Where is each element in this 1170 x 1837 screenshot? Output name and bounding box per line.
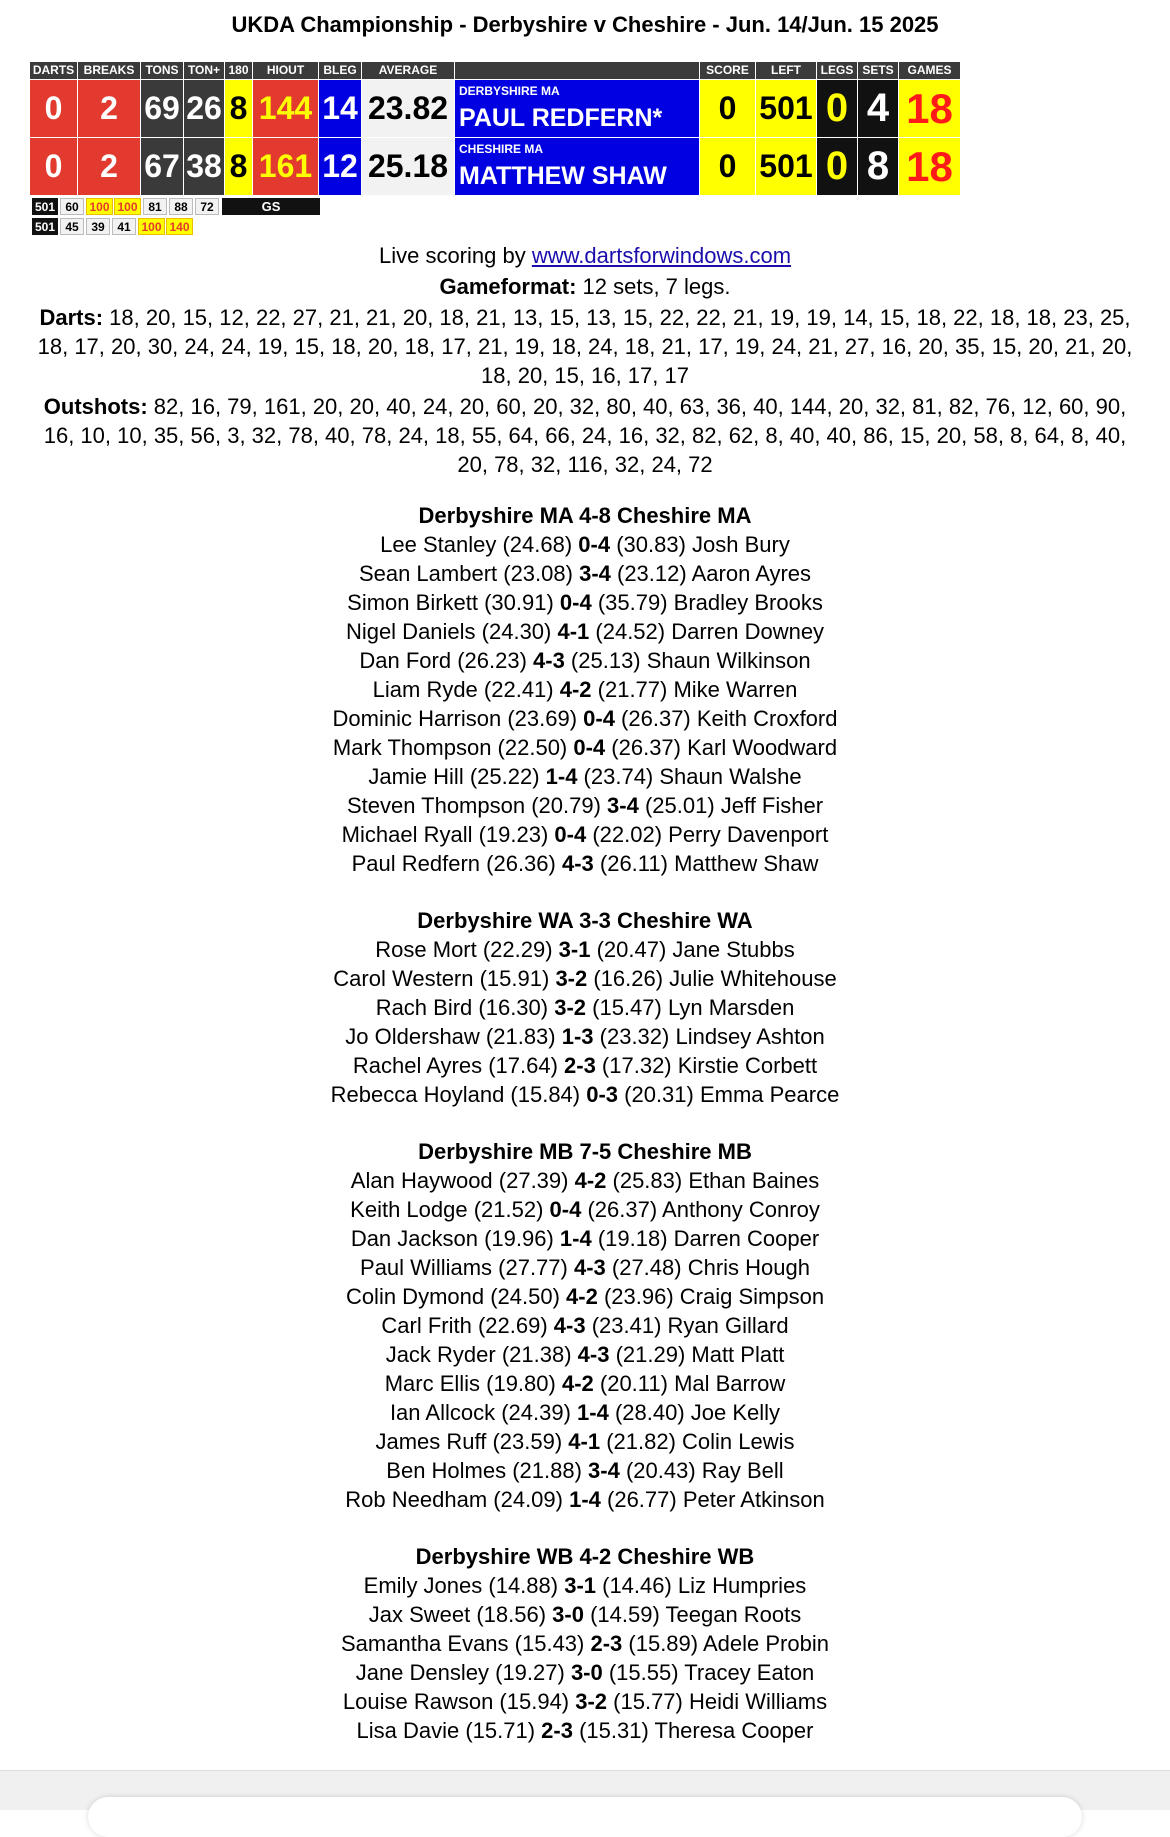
match-score: 1-4 <box>569 1487 601 1512</box>
match-row <box>0 762 1170 791</box>
match-home: Ben Holmes (21.88) <box>386 1458 589 1483</box>
match-row <box>0 1456 1170 1485</box>
outshots-line <box>30 392 1140 479</box>
outshots-value: 82, 16, 79, 161, 20, 20, 40, 24, 20, 60, 20, 32, 80, 40, 63, 36, 40, 144, 20, 32, 81, 82, 76, 12, 60, 90, 16, 10, 10, 35, 56, 3, 32, 78, 40, 78, 24, 18, 55, 64, 66, 24, 16, 32, 82, 62, 8, 40, 40, 86, 15, 20, 58, 8, 64, 8, 40, 20, 78, 32, 116, 32, 24, 72 <box>43 394 1127 477</box>
p2-player-box <box>455 138 699 195</box>
match-row <box>0 646 1170 675</box>
live-scoring-line <box>0 241 1170 270</box>
p1-games: 18 <box>899 80 960 137</box>
gameformat-label: Gameformat: <box>439 274 577 299</box>
match-away: (30.83) Josh Bury <box>610 532 790 557</box>
p1-team: DERBYSHIRE MA <box>459 84 560 98</box>
p2-sets: 8 <box>858 138 898 195</box>
match-score: 4-1 <box>568 1429 601 1454</box>
match-score: 1-3 <box>561 1024 594 1049</box>
p1-180: 8 <box>225 80 252 137</box>
match-home: Louise Rawson (15.94) <box>342 1689 576 1714</box>
match-row <box>0 1340 1170 1369</box>
match-row <box>0 1427 1170 1456</box>
results-section <box>0 1542 1170 1745</box>
p2-hiout: 161 <box>253 138 318 195</box>
match-home: Steven Thompson (20.79) <box>346 793 608 818</box>
match-score: 3-2 <box>555 966 588 991</box>
match-home: Keith Lodge (21.52) <box>350 1197 550 1222</box>
match-row <box>0 733 1170 762</box>
match-away: (14.59) Teegan Roots <box>583 1602 802 1627</box>
match-score: 0-4 <box>573 735 606 760</box>
gameformat-line <box>0 272 1170 301</box>
match-score: 4-3 <box>577 1342 610 1367</box>
match-home: Michael Ryall (19.23) <box>341 822 555 847</box>
history-tag-gs: GS <box>222 198 320 215</box>
match-home: Nigel Daniels (24.30) <box>345 619 558 644</box>
p2-score: 0 <box>700 138 755 195</box>
match-away: (20.47) Jane Stubbs <box>590 937 795 962</box>
page-title: UKDA Championship - Derbyshire v Cheshire - Jun. 14/Jun. 15 2025 <box>231 12 939 37</box>
match-score: 4-3 <box>561 851 594 876</box>
history-throw: 100 <box>138 218 165 235</box>
p1-left: 501 <box>756 80 816 137</box>
p1-bleg: 14 <box>319 80 361 137</box>
match-away: (20.11) Mal Barrow <box>593 1371 786 1396</box>
match-row <box>0 993 1170 1022</box>
match-away: (24.52) Darren Downey <box>589 619 825 644</box>
history-start: 501 <box>32 198 58 215</box>
match-score: 0-4 <box>549 1197 582 1222</box>
p2-tons: 67 <box>141 138 183 195</box>
p1-name: PAUL REDFERN* <box>459 104 663 132</box>
match-home: Ian Allcock (24.39) <box>389 1400 578 1425</box>
history-throw: 41 <box>112 218 136 235</box>
match-score: 3-4 <box>579 561 611 586</box>
match-home: Emily Jones (14.88) <box>363 1573 565 1598</box>
p2-team: CHESHIRE MA <box>459 142 544 156</box>
match-score: 4-2 <box>561 1371 594 1396</box>
match-away: (19.18) Darren Cooper <box>591 1226 820 1251</box>
history-throw: 140 <box>166 218 193 235</box>
match-home: Rebecca Hoyland (15.84) <box>330 1082 587 1107</box>
match-score: 4-2 <box>566 1284 598 1309</box>
match-away: (21.77) Mike Warren <box>591 677 798 702</box>
throw-history-row-2 <box>32 218 332 235</box>
p1-average: 23.82 <box>362 80 454 137</box>
p2-name: MATTHEW SHAW <box>459 162 667 190</box>
match-row <box>0 1166 1170 1195</box>
match-home: Jo Oldershaw (21.83) <box>345 1024 562 1049</box>
header-breaks: BREAKS <box>78 62 140 79</box>
history-throw: 100 <box>86 198 113 215</box>
match-home: Alan Haywood (27.39) <box>350 1168 575 1193</box>
match-away: (22.02) Perry Davenport <box>586 822 829 847</box>
darts-line <box>30 303 1140 390</box>
header-bleg: BLEG <box>319 62 361 79</box>
match-row <box>0 617 1170 646</box>
match-away: (35.79) Bradley Brooks <box>591 590 823 615</box>
match-away: (26.37) Keith Croxford <box>614 706 838 731</box>
throw-history-row-1 <box>32 198 332 215</box>
header-tonplus: TON+ <box>184 62 224 79</box>
history-throw: 81 <box>143 198 167 215</box>
match-home: Paul Williams (27.77) <box>360 1255 574 1280</box>
header-games: GAMES <box>899 62 960 79</box>
match-home: Carl Frith (22.69) <box>381 1313 554 1338</box>
match-row <box>0 964 1170 993</box>
p2-180: 8 <box>225 138 252 195</box>
match-home: Rob Needham (24.09) <box>345 1487 570 1512</box>
results-section <box>0 906 1170 1109</box>
p2-tonplus: 38 <box>184 138 224 195</box>
match-home: James Ruff (23.59) <box>375 1429 569 1454</box>
match-score: 3-2 <box>554 995 587 1020</box>
match-away: (23.74) Shaun Walshe <box>577 764 802 789</box>
match-score: 0-4 <box>554 822 587 847</box>
match-row <box>0 1051 1170 1080</box>
match-home: Dominic Harrison (23.69) <box>332 706 584 731</box>
match-away: (23.32) Lindsey Ashton <box>593 1024 825 1049</box>
match-row <box>0 530 1170 559</box>
match-away: (17.32) Kirstie Corbett <box>595 1053 818 1078</box>
match-away: (23.12) Aaron Ayres <box>610 561 812 586</box>
match-score: 0-4 <box>583 706 615 731</box>
match-score: 3-0 <box>552 1602 584 1627</box>
match-row <box>0 1658 1170 1687</box>
p1-hiout: 144 <box>253 80 318 137</box>
header-legs: LEGS <box>817 62 857 79</box>
address-bar[interactable] <box>88 1797 1082 1837</box>
match-away: (15.47) Lyn Marsden <box>586 995 795 1020</box>
match-away: (23.41) Ryan Gillard <box>585 1313 789 1338</box>
match-away: (15.55) Tracey Eaton <box>602 1660 815 1685</box>
section-heading: Derbyshire MA 4-8 Cheshire MA <box>418 503 752 528</box>
header-darts: DARTS <box>30 62 77 79</box>
match-home: Liam Ryde (22.41) <box>372 677 560 702</box>
match-row <box>0 1629 1170 1658</box>
match-away: (26.37) Karl Woodward <box>605 735 838 760</box>
match-score: 0-3 <box>586 1082 619 1107</box>
match-away: (14.46) Liz Humpries <box>596 1573 807 1598</box>
p1-darts: 0 <box>30 80 77 137</box>
header-tons: TONS <box>141 62 183 79</box>
live-scoring-link[interactable]: www.dartsforwindows.com <box>531 243 792 268</box>
p2-legs: 0 <box>817 138 857 195</box>
match-score: 0-4 <box>559 590 592 615</box>
history-throw: 100 <box>114 198 141 215</box>
header-sets: SETS <box>858 62 898 79</box>
match-score: 3-4 <box>588 1458 620 1483</box>
history-throw: 45 <box>60 218 84 235</box>
match-home: Dan Jackson (19.96) <box>350 1226 560 1251</box>
match-score: 3-0 <box>570 1660 603 1685</box>
p2-darts: 0 <box>30 138 77 195</box>
match-home: Rachel Ayres (17.64) <box>352 1053 565 1078</box>
match-row <box>0 1716 1170 1745</box>
match-away: (26.77) Peter Atkinson <box>600 1487 825 1512</box>
match-row <box>0 675 1170 704</box>
match-row <box>0 588 1170 617</box>
p2-breaks: 2 <box>78 138 140 195</box>
match-row <box>0 1282 1170 1311</box>
match-home: Mark Thompson (22.50) <box>332 735 574 760</box>
p1-score: 0 <box>700 80 755 137</box>
section-heading: Derbyshire WA 3-3 Cheshire WA <box>417 908 753 933</box>
p1-sets: 4 <box>858 80 898 137</box>
match-away: (25.13) Shaun Wilkinson <box>564 648 811 673</box>
match-away: (15.77) Heidi Williams <box>607 1689 828 1714</box>
p2-left: 501 <box>756 138 816 195</box>
match-row <box>0 1485 1170 1514</box>
header-score: SCORE <box>700 62 755 79</box>
match-score: 4-3 <box>533 648 565 673</box>
match-home: Dan Ford (26.23) <box>359 648 534 673</box>
match-score: 4-1 <box>557 619 590 644</box>
match-away: (25.01) Jeff Fisher <box>638 793 824 818</box>
match-away: (15.89) Adele Probin <box>622 1631 829 1656</box>
match-row <box>0 1600 1170 1629</box>
match-score: 4-3 <box>573 1255 606 1280</box>
match-away: (25.83) Ethan Baines <box>606 1168 820 1193</box>
darts-label: Darts: <box>39 305 104 330</box>
match-home: Carol Western (15.91) <box>333 966 556 991</box>
match-row <box>0 1022 1170 1051</box>
match-score: 2-3 <box>564 1053 596 1078</box>
match-away: (21.82) Colin Lewis <box>600 1429 795 1454</box>
header-average: AVERAGE <box>362 62 454 79</box>
match-row <box>0 1398 1170 1427</box>
match-home: Lee Stanley (24.68) <box>380 532 579 557</box>
gameformat-value: 12 sets, 7 legs. <box>582 274 731 299</box>
p2-bleg: 12 <box>319 138 361 195</box>
header-180: 180 <box>225 62 252 79</box>
match-score: 4-2 <box>559 677 592 702</box>
live-scoring-prefix: Live scoring by <box>378 243 526 268</box>
match-score: 1-4 <box>559 1226 592 1251</box>
match-away: (20.31) Emma Pearce <box>618 1082 840 1107</box>
match-row <box>0 559 1170 588</box>
match-score: 1-4 <box>577 1400 609 1425</box>
match-home: Jax Sweet (18.56) <box>368 1602 553 1627</box>
browser-bottom-bar <box>0 1770 1170 1810</box>
match-score: 3-4 <box>607 793 639 818</box>
match-row <box>0 1369 1170 1398</box>
match-score: 0-4 <box>578 532 611 557</box>
match-away: (20.43) Ray Bell <box>619 1458 784 1483</box>
match-home: Paul Redfern (26.36) <box>351 851 562 876</box>
section-heading: Derbyshire MB 7-5 Cheshire MB <box>418 1139 752 1164</box>
p2-games: 18 <box>899 138 960 195</box>
match-home: Simon Birkett (30.91) <box>347 590 560 615</box>
match-score: 4-2 <box>574 1168 607 1193</box>
match-row <box>0 935 1170 964</box>
history-throw: 60 <box>60 198 84 215</box>
match-away: (23.96) Craig Simpson <box>597 1284 825 1309</box>
match-score: 3-1 <box>558 937 591 962</box>
match-score: 3-2 <box>575 1689 608 1714</box>
match-row <box>0 791 1170 820</box>
match-home: Rose Mort (22.29) <box>375 937 559 962</box>
match-away: (28.40) Joe Kelly <box>608 1400 781 1425</box>
p1-tonplus: 26 <box>184 80 224 137</box>
darts-value: 18, 20, 15, 12, 22, 27, 21, 21, 20, 18, 21, 13, 15, 13, 15, 22, 22, 21, 19, 19, 14, 15, 18, 22, 18, 18, 23, 25, 18, 17, 20, 30, 24, 24, 19, 15, 18, 20, 18, 17, 21, 19, 18, 24, 18, 21, 17, 19, 24, 21, 27, 16, 20, 35, 15, 20, 21, 20, 18, 20, 15, 16, 17, 17 <box>37 305 1133 388</box>
header-hiout: HIOUT <box>253 62 318 79</box>
match-score: 1-4 <box>545 764 578 789</box>
match-score: 4-3 <box>553 1313 586 1338</box>
match-away: (26.11) Matthew Shaw <box>593 851 819 876</box>
match-away: (27.48) Chris Hough <box>605 1255 810 1280</box>
match-home: Lisa Davie (15.71) <box>356 1718 542 1743</box>
match-away: (21.29) Matt Platt <box>609 1342 785 1367</box>
results-section <box>0 1137 1170 1514</box>
match-home: Colin Dymond (24.50) <box>345 1284 567 1309</box>
p2-average: 25.18 <box>362 138 454 195</box>
match-row <box>0 704 1170 733</box>
p1-player-box <box>455 80 699 137</box>
p1-legs: 0 <box>817 80 857 137</box>
p1-breaks: 2 <box>78 80 140 137</box>
match-row <box>0 1311 1170 1340</box>
section-heading: Derbyshire WB 4-2 Cheshire WB <box>415 1544 755 1569</box>
history-throw: 88 <box>169 198 193 215</box>
match-away: (16.26) Julie Whitehouse <box>587 966 837 991</box>
header-left: LEFT <box>756 62 816 79</box>
match-row <box>0 1080 1170 1109</box>
match-row <box>0 1253 1170 1282</box>
match-row <box>0 1195 1170 1224</box>
match-home: Samantha Evans (15.43) <box>341 1631 591 1656</box>
results-section <box>0 501 1170 878</box>
match-away: (26.37) Anthony Conroy <box>581 1197 820 1222</box>
history-start: 501 <box>32 218 58 235</box>
match-row <box>0 1224 1170 1253</box>
match-home: Sean Lambert (23.08) <box>358 561 580 586</box>
match-score: 3-1 <box>564 1573 596 1598</box>
match-row <box>0 820 1170 849</box>
match-score: 2-3 <box>590 1631 623 1656</box>
outshots-label: Outshots: <box>43 394 148 419</box>
match-home: Marc Ellis (19.80) <box>384 1371 562 1396</box>
match-row <box>0 849 1170 878</box>
match-home: Jane Densley (19.27) <box>355 1660 571 1685</box>
history-throw: 72 <box>195 198 219 215</box>
match-score: 2-3 <box>541 1718 573 1743</box>
match-home: Rach Bird (16.30) <box>375 995 555 1020</box>
match-away: (15.31) Theresa Cooper <box>572 1718 814 1743</box>
match-row <box>0 1687 1170 1716</box>
history-throw: 39 <box>86 218 110 235</box>
p1-tons: 69 <box>141 80 183 137</box>
match-home: Jack Ryder (21.38) <box>385 1342 578 1367</box>
match-home: Jamie Hill (25.22) <box>368 764 546 789</box>
match-row <box>0 1571 1170 1600</box>
header-blank <box>455 62 699 79</box>
